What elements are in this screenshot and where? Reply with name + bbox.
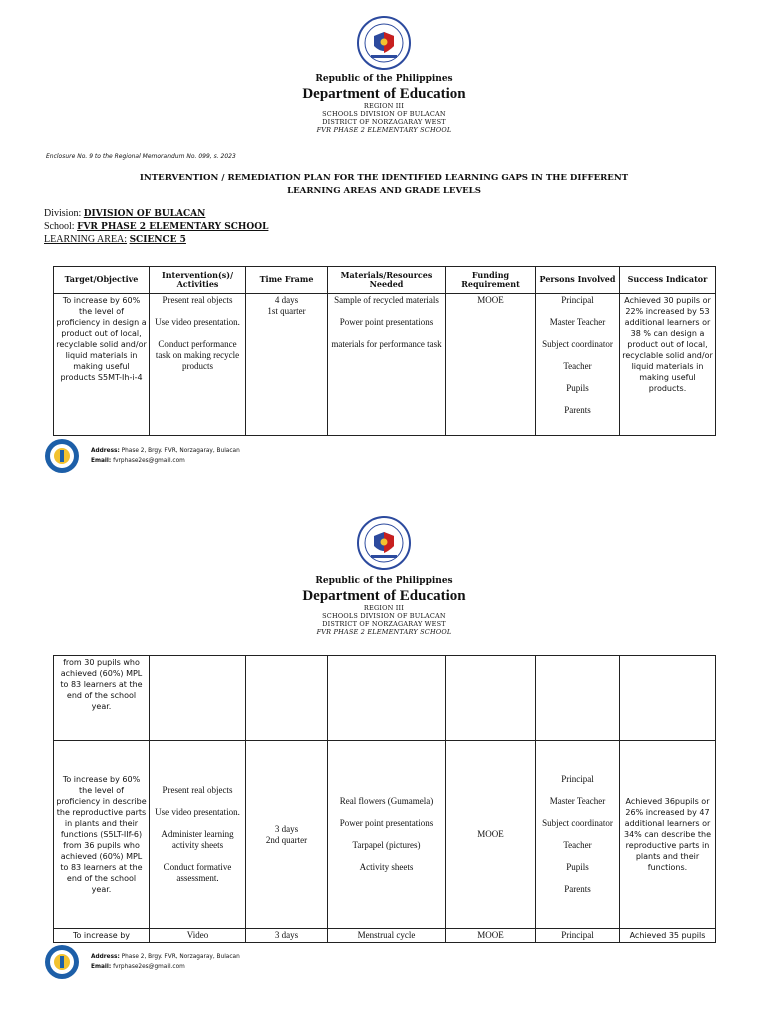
table-row — [54, 929, 716, 943]
school-value: FVR PHASE 2 ELEMENTARY SCHOOL — [77, 222, 269, 232]
table-row — [54, 656, 716, 741]
funding-cell: MOOE — [446, 294, 536, 436]
target-cell: from 30 pupils who achieved (60%) MPL to 83 learners at the end of the school year. — [54, 656, 150, 741]
indicator-cell: Achieved 30 pupils or 22% increased by 53 additional learners or 38 % can design a product out of local, recyclable solid and/or liquid materials in making useful products. — [620, 294, 716, 436]
time-frame-cell: 3 days — [246, 929, 328, 943]
footer-contact: Address: Phase 2, Brgy. FVR, Norzagaray, Bulacan Email: fvrphase2es@gmail.com — [91, 448, 240, 464]
footer-email: fvrphase2es@gmail.com — [113, 458, 185, 464]
activities-cell: Present real objects Use video presentation. Conduct performance task on making recycle products — [150, 294, 246, 436]
footer-address: Phase 2, Brgy. FVR, Norzagaray, Bulacan — [121, 448, 240, 454]
footer-address: Phase 2, Brgy. FVR, Norzagaray, Bulacan — [121, 954, 240, 960]
school-info: School: FVR PHASE 2 ELEMENTARY SCHOOL — [44, 221, 269, 232]
page-footer — [44, 438, 344, 474]
department-name: Department of Education — [302, 86, 466, 102]
table-row — [54, 294, 716, 436]
table-header-row — [54, 267, 716, 294]
header-funding: Funding Requirement — [446, 267, 536, 294]
indicator-cell: Achieved 36pupils or 26% increased by 47 additional learners or 34% can describe the reproductive parts in plants and their functions. — [620, 741, 716, 929]
activities-cell: Present real objects Use video presentation. Administer learning activity sheets Conduct formative assessment. — [150, 741, 246, 929]
republic-label: Republic of the Philippines — [315, 576, 453, 586]
footer-email: fvrphase2es@gmail.com — [113, 964, 185, 970]
document-page-1 — [0, 0, 768, 480]
materials-cell: Real flowers (Gumamela) Power point presentations Tarpapel (pictures) Activity sheets — [328, 741, 446, 929]
header-indicator: Success Indicator — [620, 267, 716, 294]
deped-seal-icon — [357, 516, 411, 570]
funding-cell: MOOE — [446, 741, 536, 929]
indicator-cell: Achieved 35 pupils — [620, 929, 716, 943]
school-name-label: FVR PHASE 2 ELEMENTARY SCHOOL — [316, 628, 452, 636]
header-activities: Intervention(s)/ Activities — [150, 267, 246, 294]
district-label: DISTRICT OF NORZAGARAY WEST — [322, 620, 446, 628]
page-footer — [44, 944, 344, 980]
time-frame-cell: 3 days 2nd quarter — [246, 741, 328, 929]
deped-seal-icon — [357, 16, 411, 70]
learning-area-value: SCIENCE 5 — [129, 235, 186, 245]
division-value: DIVISION OF BULACAN — [83, 209, 206, 219]
target-cell: To increase by — [54, 929, 150, 943]
activities-cell: Video — [150, 929, 246, 943]
persons-cell: Principal Master Teacher Subject coordinator Teacher Pupils Parents — [536, 741, 620, 929]
intervention-table — [53, 266, 716, 436]
republic-label: Republic of the Philippines — [315, 74, 453, 84]
document-page-2 — [0, 500, 768, 1024]
persons-cell: Principal Master Teacher Subject coordinator Teacher Pupils Parents — [536, 294, 620, 436]
schools-division-label: SCHOOLS DIVISION OF BULACAN — [322, 612, 446, 620]
header-target: Target/Objective — [54, 267, 150, 294]
district-label: DISTRICT OF NORZAGARAY WEST — [322, 118, 446, 126]
schools-division-label: SCHOOLS DIVISION OF BULACAN — [322, 110, 446, 118]
persons-cell: Principal — [536, 929, 620, 943]
target-cell: To increase by 60% the level of proficiency in describe the reproductive parts in plants and their functions (S5LT-IIf-6) from 36 pupils who achieved (60%) MPL to 83 learners at the end of the school year. — [54, 741, 150, 929]
department-name: Department of Education — [302, 588, 466, 604]
materials-cell: Sample of recycled materials Power point presentations materials for performance task — [328, 294, 446, 436]
header-materials: Materials/Resources Needed — [328, 267, 446, 294]
intervention-table-continued — [53, 655, 716, 943]
region-label: REGION III — [363, 102, 405, 110]
school-name-label: FVR PHASE 2 ELEMENTARY SCHOOL — [316, 126, 452, 134]
header-time-frame: Time Frame — [246, 267, 328, 294]
learning-area-info: LEARNING AREA: SCIENCE 5 — [44, 234, 186, 245]
table-row — [54, 741, 716, 929]
enclosure-note: Enclosure No. 9 to the Regional Memorandum No. 099, s. 2023 — [46, 153, 236, 160]
funding-cell: MOOE — [446, 929, 536, 943]
target-cell: To increase by 60% the level of proficiency in design a product out of local, recyclable solid and/or liquid materials in making useful products S5MT-Ih-i-4 — [54, 294, 150, 436]
footer-contact: Address: Phase 2, Brgy. FVR, Norzagaray, Bulacan Email: fvrphase2es@gmail.com — [91, 954, 240, 970]
plan-title: INTERVENTION / REMEDIATION PLAN FOR THE IDENTIFIED LEARNING GAPS IN THE DIFFERENT LEARNING AREAS AND GRADE LEVELS — [139, 173, 629, 196]
header-persons: Persons Involved — [536, 267, 620, 294]
materials-cell: Menstrual cycle — [328, 929, 446, 943]
school-logo-icon — [44, 944, 80, 980]
time-frame-cell: 4 days 1st quarter — [246, 294, 328, 436]
division-info: Division: DIVISION OF BULACAN — [44, 208, 206, 219]
region-label: REGION III — [363, 604, 405, 612]
school-logo-icon — [44, 438, 80, 474]
